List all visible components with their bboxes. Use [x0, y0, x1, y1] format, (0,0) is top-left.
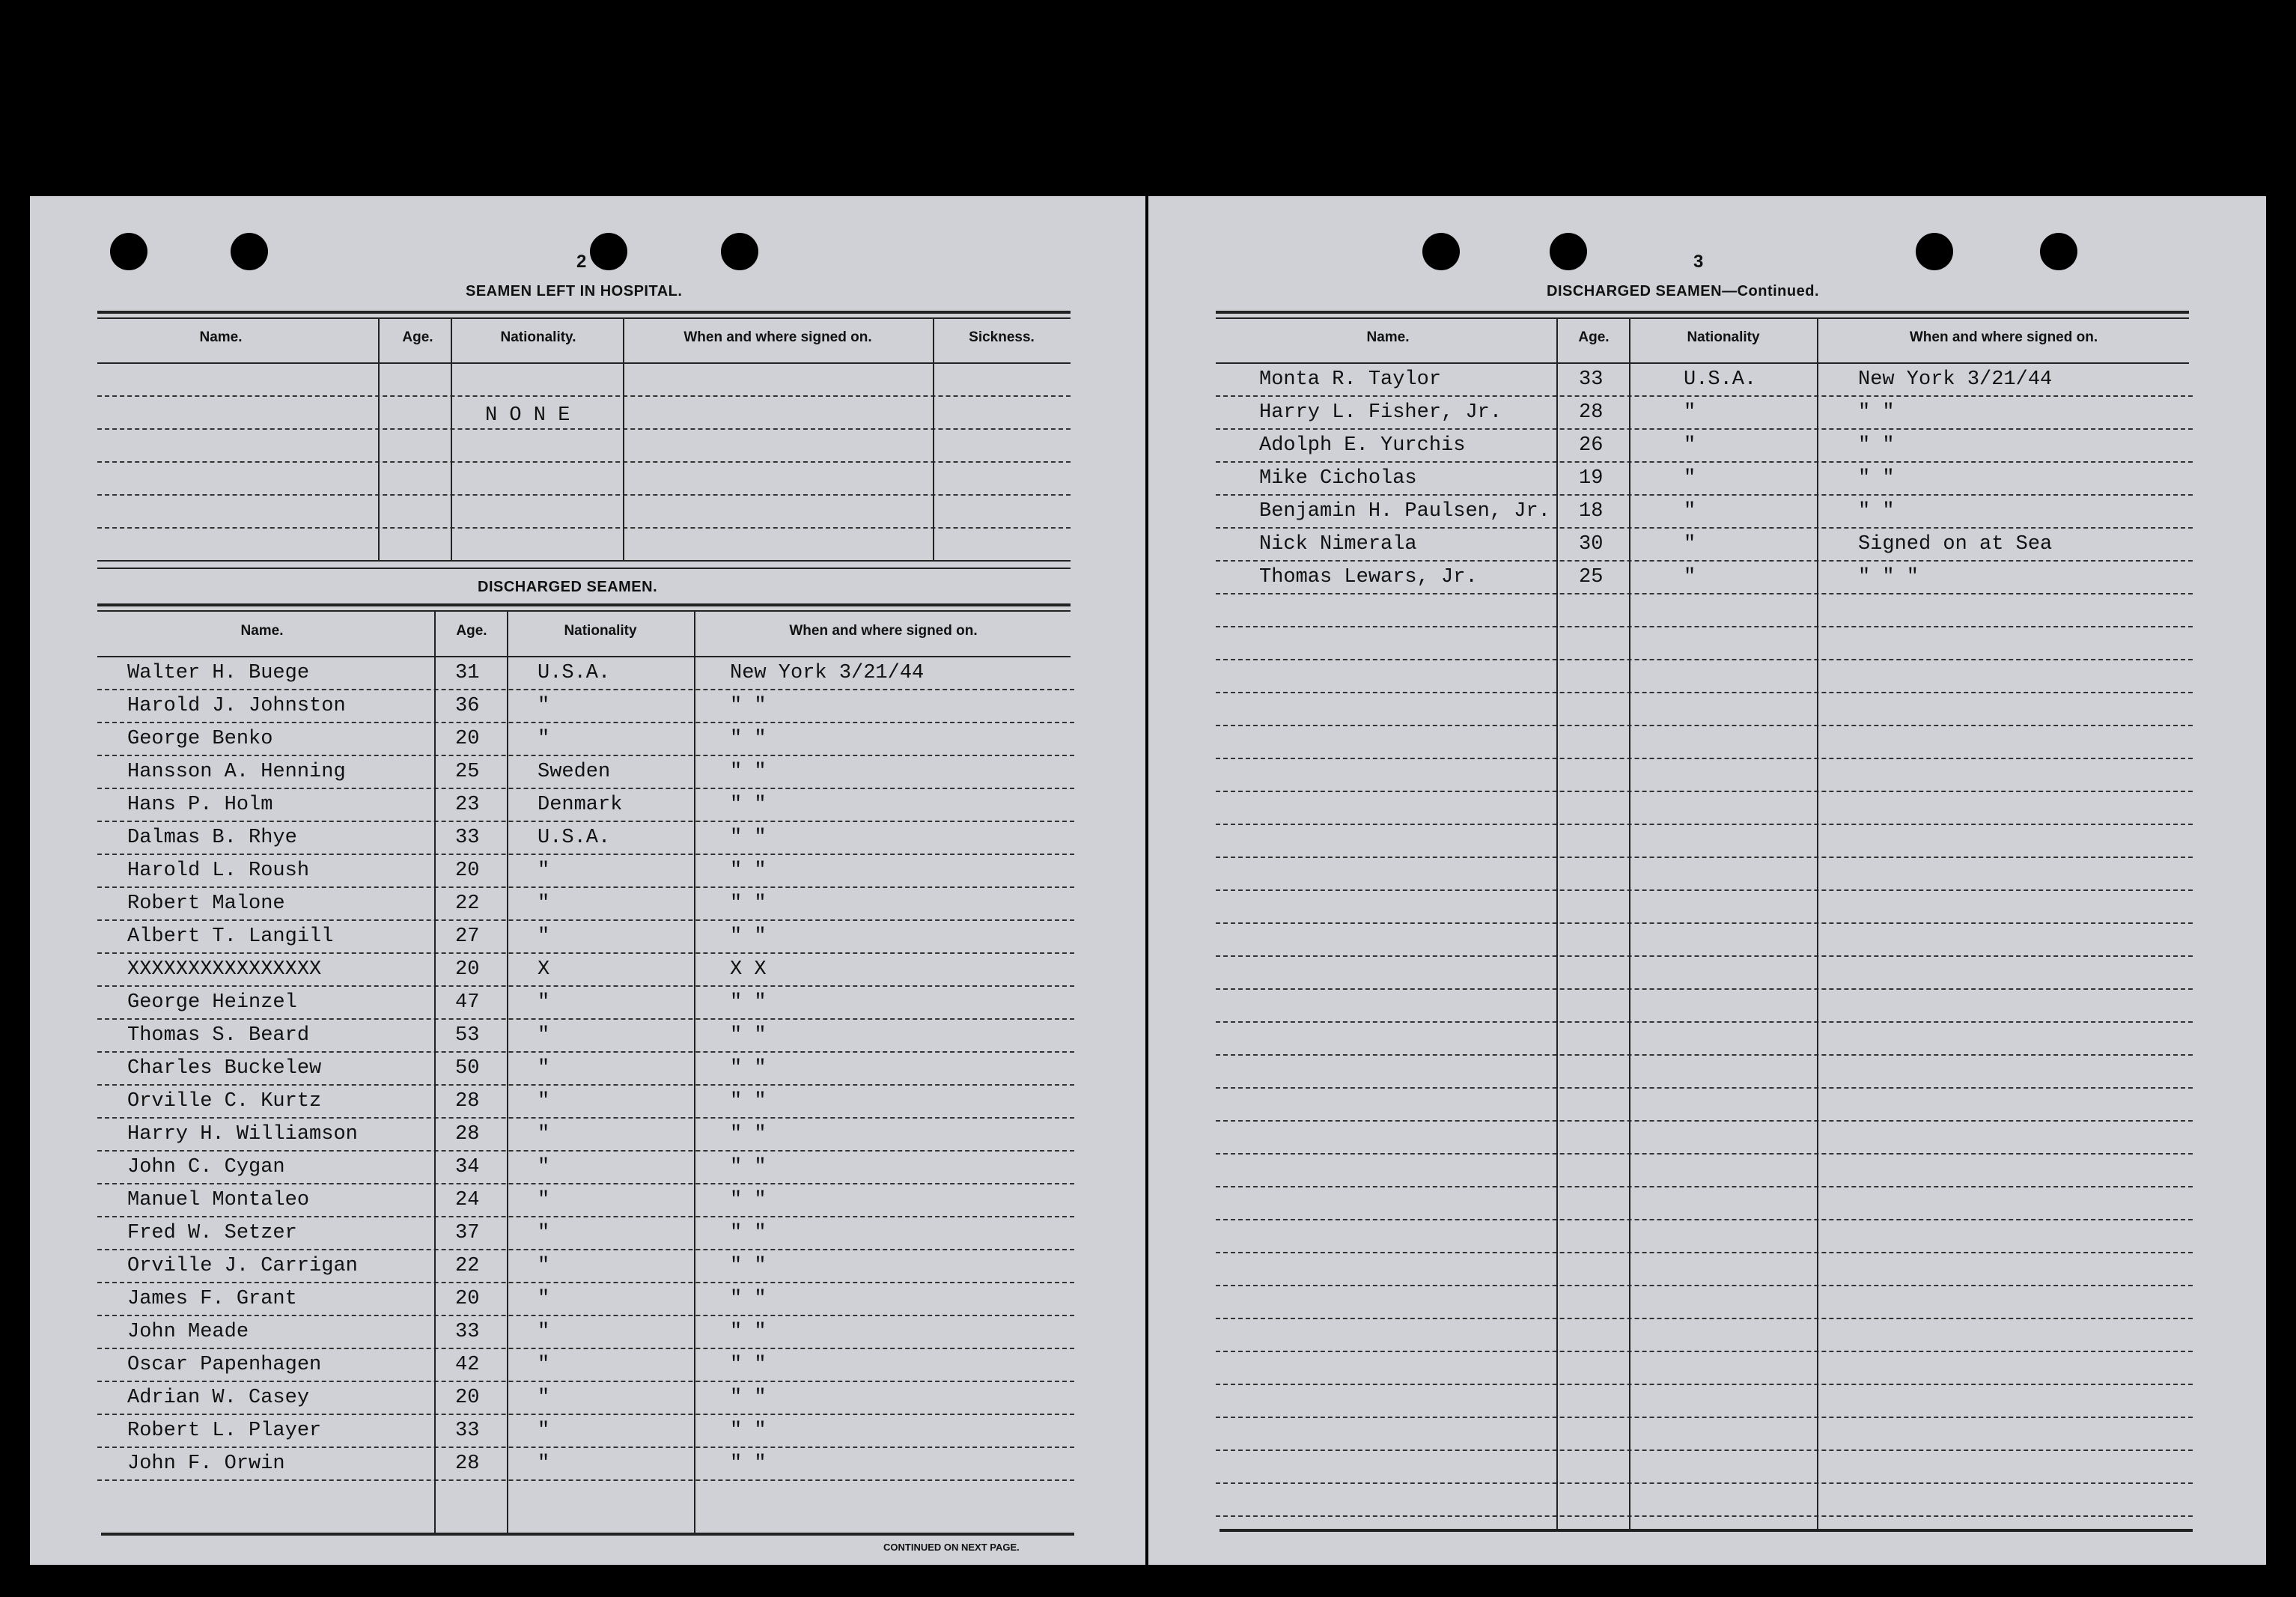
row-nationality: " [538, 695, 550, 717]
row-signed-on: " " [730, 1189, 767, 1211]
dotted-rule [1216, 1515, 2193, 1517]
dotted-rule [97, 428, 1071, 430]
row-name: Robert Malone [127, 892, 285, 915]
dotted-rule [1216, 791, 2193, 792]
row-signed-on: " " [1858, 434, 1895, 457]
dotted-rule [97, 1447, 1074, 1448]
hospital-entry: N O N E [485, 404, 570, 427]
dotted-rule [1216, 1021, 2193, 1023]
row-name: Mike Cicholas [1259, 467, 1417, 490]
dotted-rule [1216, 527, 2193, 529]
row-nationality: " [1684, 533, 1696, 556]
dotted-rule [1216, 1153, 2193, 1155]
dotted-rule [1216, 461, 2193, 463]
row-signed-on: " " [730, 1420, 767, 1442]
dotted-rule [97, 395, 1071, 397]
page-number: 3 [1693, 252, 1704, 272]
row-age: 28 [455, 1090, 480, 1113]
row-signed-on: " " [730, 1255, 767, 1277]
col-nationality: Nationality [1687, 329, 1760, 345]
dotted-rule [97, 1150, 1074, 1152]
column-rule [507, 610, 508, 1533]
row-age: 30 [1579, 533, 1604, 556]
row-age: 33 [455, 827, 480, 849]
rule [1216, 362, 2189, 364]
binder-hole [1916, 233, 1953, 270]
rule [97, 317, 1071, 319]
row-age: 31 [455, 662, 480, 684]
dotted-rule [1216, 1351, 2193, 1352]
dotted-rule [1216, 857, 2193, 858]
rule [97, 311, 1071, 314]
row-nationality: " [538, 1024, 550, 1047]
dotted-rule [1216, 626, 2193, 627]
row-name: George Heinzel [127, 991, 297, 1014]
row-signed-on: " " [730, 991, 767, 1014]
row-nationality: " [538, 991, 550, 1014]
dotted-rule [97, 1084, 1074, 1086]
row-nationality: " [538, 860, 550, 882]
continued-note: CONTINUED ON NEXT PAGE. [883, 1542, 1020, 1553]
row-nationality: " [538, 1420, 550, 1442]
col-nationality: Nationality. [500, 329, 576, 345]
dotted-rule [1216, 824, 2193, 825]
row-age: 28 [455, 1123, 480, 1146]
rule [97, 603, 1071, 606]
col-sickness: Sickness. [969, 329, 1035, 345]
page-number: 2 [576, 252, 587, 272]
dotted-rule [1216, 1252, 2193, 1253]
row-age: 20 [455, 728, 480, 750]
col-signed-on: When and where signed on. [1909, 329, 2098, 345]
row-nationality: " [1684, 401, 1696, 424]
row-age: 28 [1579, 401, 1604, 424]
binder-hole [231, 233, 268, 270]
row-nationality: " [538, 1123, 550, 1146]
row-name: Oscar Papenhagen [127, 1354, 322, 1376]
row-signed-on: Signed on at Sea [1858, 533, 2053, 556]
column-rule [378, 317, 380, 560]
row-age: 33 [455, 1321, 480, 1343]
dotted-rule [97, 985, 1074, 987]
dotted-rule [97, 1282, 1074, 1283]
row-name: Adolph E. Yurchis [1259, 434, 1466, 457]
dotted-rule [1216, 593, 2193, 594]
row-age: 18 [1579, 500, 1604, 523]
row-name: Charles Buckelew [127, 1057, 322, 1080]
row-signed-on: " " [730, 892, 767, 915]
row-name: Manuel Montaleo [127, 1189, 310, 1211]
dotted-rule [1216, 494, 2193, 496]
dotted-rule [1216, 692, 2193, 693]
col-name: Name. [240, 623, 284, 639]
row-name: XXXXXXXXXXXXXXXX [127, 958, 322, 981]
row-nationality: U.S.A. [538, 827, 611, 849]
row-nationality: " [1684, 467, 1696, 490]
binder-hole [1550, 233, 1587, 270]
row-age: 53 [455, 1024, 480, 1047]
dotted-rule [1216, 1450, 2193, 1451]
row-nationality: " [538, 1222, 550, 1244]
row-age: 37 [455, 1222, 480, 1244]
row-nationality: " [538, 1189, 550, 1211]
dotted-rule [97, 1117, 1074, 1119]
dotted-rule [1216, 889, 2193, 891]
row-nationality: " [538, 925, 550, 948]
row-nationality: " [538, 1090, 550, 1113]
row-name: Benjamin H. Paulsen, Jr. [1259, 500, 1550, 523]
rule [97, 362, 1071, 364]
row-signed-on: " " [1858, 467, 1895, 490]
column-rule [1629, 317, 1630, 1529]
row-name: Nick Nimerala [1259, 533, 1417, 556]
column-rule [933, 317, 934, 560]
row-age: 20 [455, 958, 480, 981]
col-age: Age. [402, 329, 433, 345]
row-signed-on: " " [730, 827, 767, 849]
dotted-rule [1216, 1120, 2193, 1122]
dotted-rule [97, 1183, 1074, 1184]
dotted-rule [1216, 955, 2193, 957]
column-rule [694, 610, 695, 1533]
row-name: Fred W. Setzer [127, 1222, 297, 1244]
column-rule [623, 317, 624, 560]
dotted-rule [97, 689, 1074, 690]
dotted-rule [1216, 395, 2193, 397]
dotted-rule [1216, 1054, 2193, 1056]
row-name: James F. Grant [127, 1288, 297, 1310]
row-signed-on: " " [730, 925, 767, 948]
dotted-rule [1216, 1318, 2193, 1319]
row-name: Hansson A. Henning [127, 761, 346, 783]
row-name: Harold J. Johnston [127, 695, 346, 717]
row-nationality: " [538, 892, 550, 915]
binder-hole [590, 233, 627, 270]
row-signed-on: " " [730, 1057, 767, 1080]
row-name: Robert L. Player [127, 1420, 322, 1442]
row-age: 20 [455, 1387, 480, 1409]
dotted-rule [1216, 725, 2193, 726]
dotted-rule [1216, 758, 2193, 759]
row-age: 22 [455, 1255, 480, 1277]
dotted-rule [97, 461, 1071, 463]
dotted-rule [1216, 1285, 2193, 1286]
row-nationality: " [1684, 566, 1696, 588]
row-name: Orville C. Kurtz [127, 1090, 322, 1113]
binder-hole [2040, 233, 2077, 270]
row-name: George Benko [127, 728, 273, 750]
dotted-rule [97, 755, 1074, 756]
row-name: Harry H. Williamson [127, 1123, 358, 1146]
row-signed-on: " " [730, 1452, 767, 1475]
row-signed-on: " " " [1858, 566, 1919, 588]
dotted-rule [1216, 922, 2193, 924]
col-age: Age. [456, 623, 487, 639]
row-nationality: X [538, 958, 550, 981]
row-signed-on: " " [730, 794, 767, 816]
row-signed-on: " " [1858, 401, 1895, 424]
dotted-rule [1216, 428, 2193, 430]
row-nationality: Denmark [538, 794, 623, 816]
dotted-rule [97, 1216, 1074, 1217]
row-signed-on: " " [730, 860, 767, 882]
dotted-rule [1216, 1384, 2193, 1385]
dotted-rule [97, 952, 1074, 954]
row-nationality: " [1684, 434, 1696, 457]
row-signed-on: " " [730, 1387, 767, 1409]
row-nationality: " [538, 1156, 550, 1178]
row-nationality: " [538, 1255, 550, 1277]
dotted-rule [1216, 988, 2193, 990]
row-name: John Meade [127, 1321, 249, 1343]
dotted-rule [97, 1018, 1074, 1020]
row-name: John F. Orwin [127, 1452, 285, 1475]
row-age: 47 [455, 991, 480, 1014]
dotted-rule [97, 1414, 1074, 1415]
dotted-rule [1216, 560, 2193, 562]
row-age: 50 [455, 1057, 480, 1080]
row-nationality: U.S.A. [538, 662, 611, 684]
dotted-rule [1216, 1186, 2193, 1187]
row-signed-on: " " [730, 1156, 767, 1178]
row-nationality: " [538, 728, 550, 750]
row-name: Harry L. Fisher, Jr. [1259, 401, 1502, 424]
rule [101, 1533, 1074, 1536]
column-rule [1817, 317, 1818, 1529]
row-age: 23 [455, 794, 480, 816]
row-nationality: " [538, 1387, 550, 1409]
dotted-rule [97, 494, 1071, 496]
row-signed-on: " " [730, 1321, 767, 1343]
row-name: Harold L. Roush [127, 860, 310, 882]
row-age: 22 [455, 892, 480, 915]
dotted-rule [97, 722, 1074, 723]
dotted-rule [97, 1051, 1074, 1053]
row-signed-on: " " [730, 695, 767, 717]
dotted-rule [1216, 659, 2193, 660]
binder-hole [110, 233, 147, 270]
dotted-rule [97, 854, 1074, 855]
col-name: Name. [1366, 329, 1410, 345]
rule [97, 560, 1071, 562]
dotted-rule [97, 1315, 1074, 1316]
column-rule [451, 317, 452, 560]
rule [1216, 317, 2189, 319]
right-page [1148, 196, 2266, 1565]
dotted-rule [1216, 1482, 2193, 1484]
dotted-rule [1216, 1219, 2193, 1220]
row-age: 20 [455, 1288, 480, 1310]
row-age: 28 [455, 1452, 480, 1475]
binder-hole [1422, 233, 1460, 270]
row-name: Walter H. Buege [127, 662, 310, 684]
row-age: 19 [1579, 467, 1604, 490]
section-title: DISCHARGED SEAMEN—Continued. [1547, 283, 1819, 299]
row-name: Monta R. Taylor [1259, 368, 1442, 391]
row-nationality: U.S.A. [1684, 368, 1757, 391]
row-age: 27 [455, 925, 480, 948]
row-signed-on: " " [730, 1024, 767, 1047]
row-signed-on: " " [1858, 500, 1895, 523]
row-signed-on: " " [730, 761, 767, 783]
row-nationality: " [538, 1452, 550, 1475]
row-signed-on: " " [730, 1123, 767, 1146]
row-signed-on: " " [730, 1354, 767, 1376]
left-page [30, 196, 1145, 1565]
row-nationality: " [538, 1057, 550, 1080]
col-age: Age. [1578, 329, 1610, 345]
row-nationality: " [538, 1321, 550, 1343]
row-age: 24 [455, 1189, 480, 1211]
row-age: 42 [455, 1354, 480, 1376]
row-signed-on: " " [730, 1222, 767, 1244]
rule [97, 656, 1071, 657]
row-age: 25 [455, 761, 480, 783]
row-nationality: " [538, 1354, 550, 1376]
discharged-section-title: DISCHARGED SEAMEN. [478, 579, 658, 595]
row-name: John C. Cygan [127, 1156, 285, 1178]
row-name: Albert T. Langill [127, 925, 334, 948]
row-age: 26 [1579, 434, 1604, 457]
rule [1219, 1529, 2193, 1532]
dotted-rule [97, 788, 1074, 789]
row-nationality: Sweden [538, 761, 611, 783]
row-age: 33 [455, 1420, 480, 1442]
rule [1216, 311, 2189, 314]
row-nationality: " [1684, 500, 1696, 523]
row-age: 36 [455, 695, 480, 717]
column-rule [1556, 317, 1558, 1529]
row-age: 34 [455, 1156, 480, 1178]
row-signed-on: New York 3/21/44 [730, 662, 925, 684]
row-name: Dalmas B. Rhye [127, 827, 297, 849]
dotted-rule [97, 919, 1074, 921]
row-age: 20 [455, 860, 480, 882]
row-signed-on: " " [730, 728, 767, 750]
row-name: Hans P. Holm [127, 794, 273, 816]
dotted-rule [97, 821, 1074, 822]
dotted-rule [97, 1249, 1074, 1250]
dotted-rule [97, 1479, 1074, 1481]
dotted-rule [1216, 1417, 2193, 1418]
column-rule [434, 610, 436, 1533]
col-nationality: Nationality [564, 623, 637, 639]
row-signed-on: X X [730, 958, 767, 981]
dotted-rule [97, 1348, 1074, 1349]
row-name: Thomas S. Beard [127, 1024, 310, 1047]
hospital-section-title: SEAMEN LEFT IN HOSPITAL. [466, 283, 683, 299]
row-signed-on: New York 3/21/44 [1858, 368, 2053, 391]
col-signed-on: When and where signed on. [789, 623, 978, 639]
rule [97, 610, 1071, 612]
dotted-rule [1216, 1087, 2193, 1089]
row-name: Thomas Lewars, Jr. [1259, 566, 1478, 588]
binder-hole [721, 233, 758, 270]
row-name: Adrian W. Casey [127, 1387, 310, 1409]
row-age: 33 [1579, 368, 1604, 391]
row-name: Orville J. Carrigan [127, 1255, 358, 1277]
col-signed-on: When and where signed on. [683, 329, 872, 345]
dotted-rule [97, 886, 1074, 888]
col-name: Name. [199, 329, 243, 345]
row-age: 25 [1579, 566, 1604, 588]
dotted-rule [97, 1381, 1074, 1382]
row-signed-on: " " [730, 1288, 767, 1310]
row-signed-on: " " [730, 1090, 767, 1113]
dotted-rule [97, 527, 1071, 529]
rule [97, 568, 1071, 569]
row-nationality: " [538, 1288, 550, 1310]
